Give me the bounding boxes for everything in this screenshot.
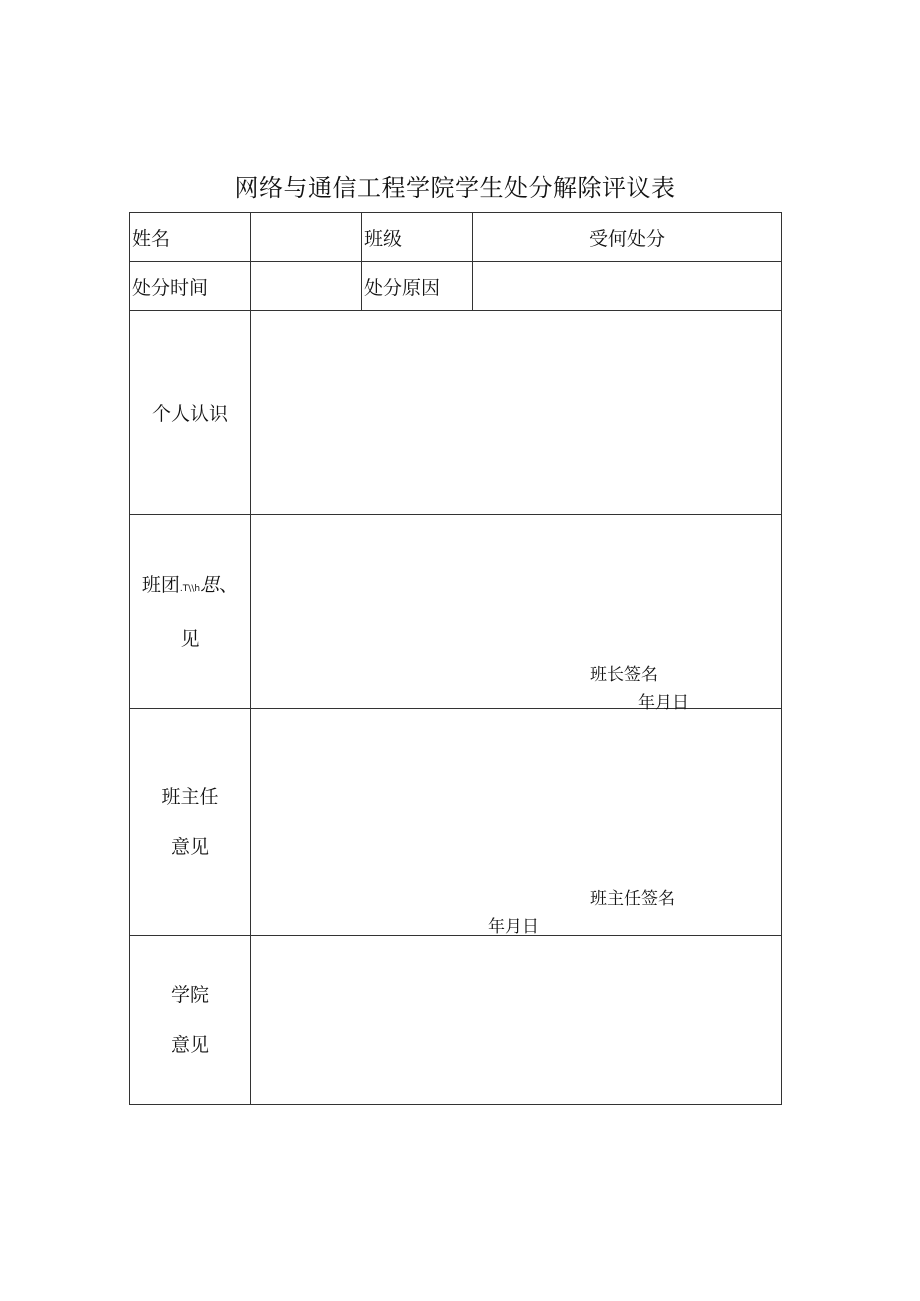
punishment-reason-field[interactable]: [473, 262, 782, 311]
table-row-head-teacher: [130, 709, 782, 936]
personal-understanding-field[interactable]: [251, 311, 782, 515]
table-row-punishment-info: [130, 262, 782, 311]
form-title: 网络与通信工程学院学生处分解除评议表: [234, 174, 676, 202]
personal-understanding-label: 个人认识: [151, 403, 228, 425]
class-league-label-line1: 班团.T\\h思、: [141, 573, 239, 596]
head-teacher-opinion-field[interactable]: [251, 709, 782, 936]
college-opinion-field[interactable]: [251, 936, 782, 1105]
college-label-line1: 学院: [170, 984, 209, 1006]
evaluation-form-table: [129, 212, 782, 1105]
name-label: 姓名: [130, 213, 251, 262]
punishment-type-label: 受何处分: [473, 213, 782, 262]
head-teacher-sign-date: 年月日: [488, 917, 539, 937]
table-row-class-league: [130, 515, 782, 709]
class-league-opinion-field[interactable]: [251, 515, 782, 713]
college-label-line2: 意见: [170, 1034, 209, 1056]
table-row-college: [130, 936, 782, 1105]
punishment-time-label: 处分时间: [130, 262, 251, 311]
class-label: 班级: [362, 213, 473, 262]
table-row-personal: [130, 311, 782, 515]
class-league-opinion-label: [130, 560, 250, 664]
head-teacher-label-line2: 意见: [170, 836, 209, 858]
college-opinion-label-cell: [130, 936, 251, 1105]
head-teacher-opinion-label-cell: [130, 709, 251, 936]
monitor-sign-date: 年月日: [638, 693, 689, 713]
monitor-signature-label: 班长签名: [590, 665, 658, 685]
class-league-label-line2: 见: [180, 627, 200, 650]
head-teacher-signature-label: 班主任签名: [590, 889, 675, 909]
personal-understanding-label-cell: [130, 311, 251, 515]
name-field[interactable]: [251, 213, 362, 262]
head-teacher-opinion-label: [130, 772, 250, 872]
punishment-reason-label: 处分原因: [362, 262, 473, 311]
college-opinion-label: [130, 970, 250, 1070]
head-teacher-label-line1: 班主任: [161, 786, 219, 808]
class-league-opinion-label-cell: [130, 515, 251, 709]
table-row-basic-info: [130, 213, 782, 262]
punishment-time-field[interactable]: [251, 262, 362, 311]
